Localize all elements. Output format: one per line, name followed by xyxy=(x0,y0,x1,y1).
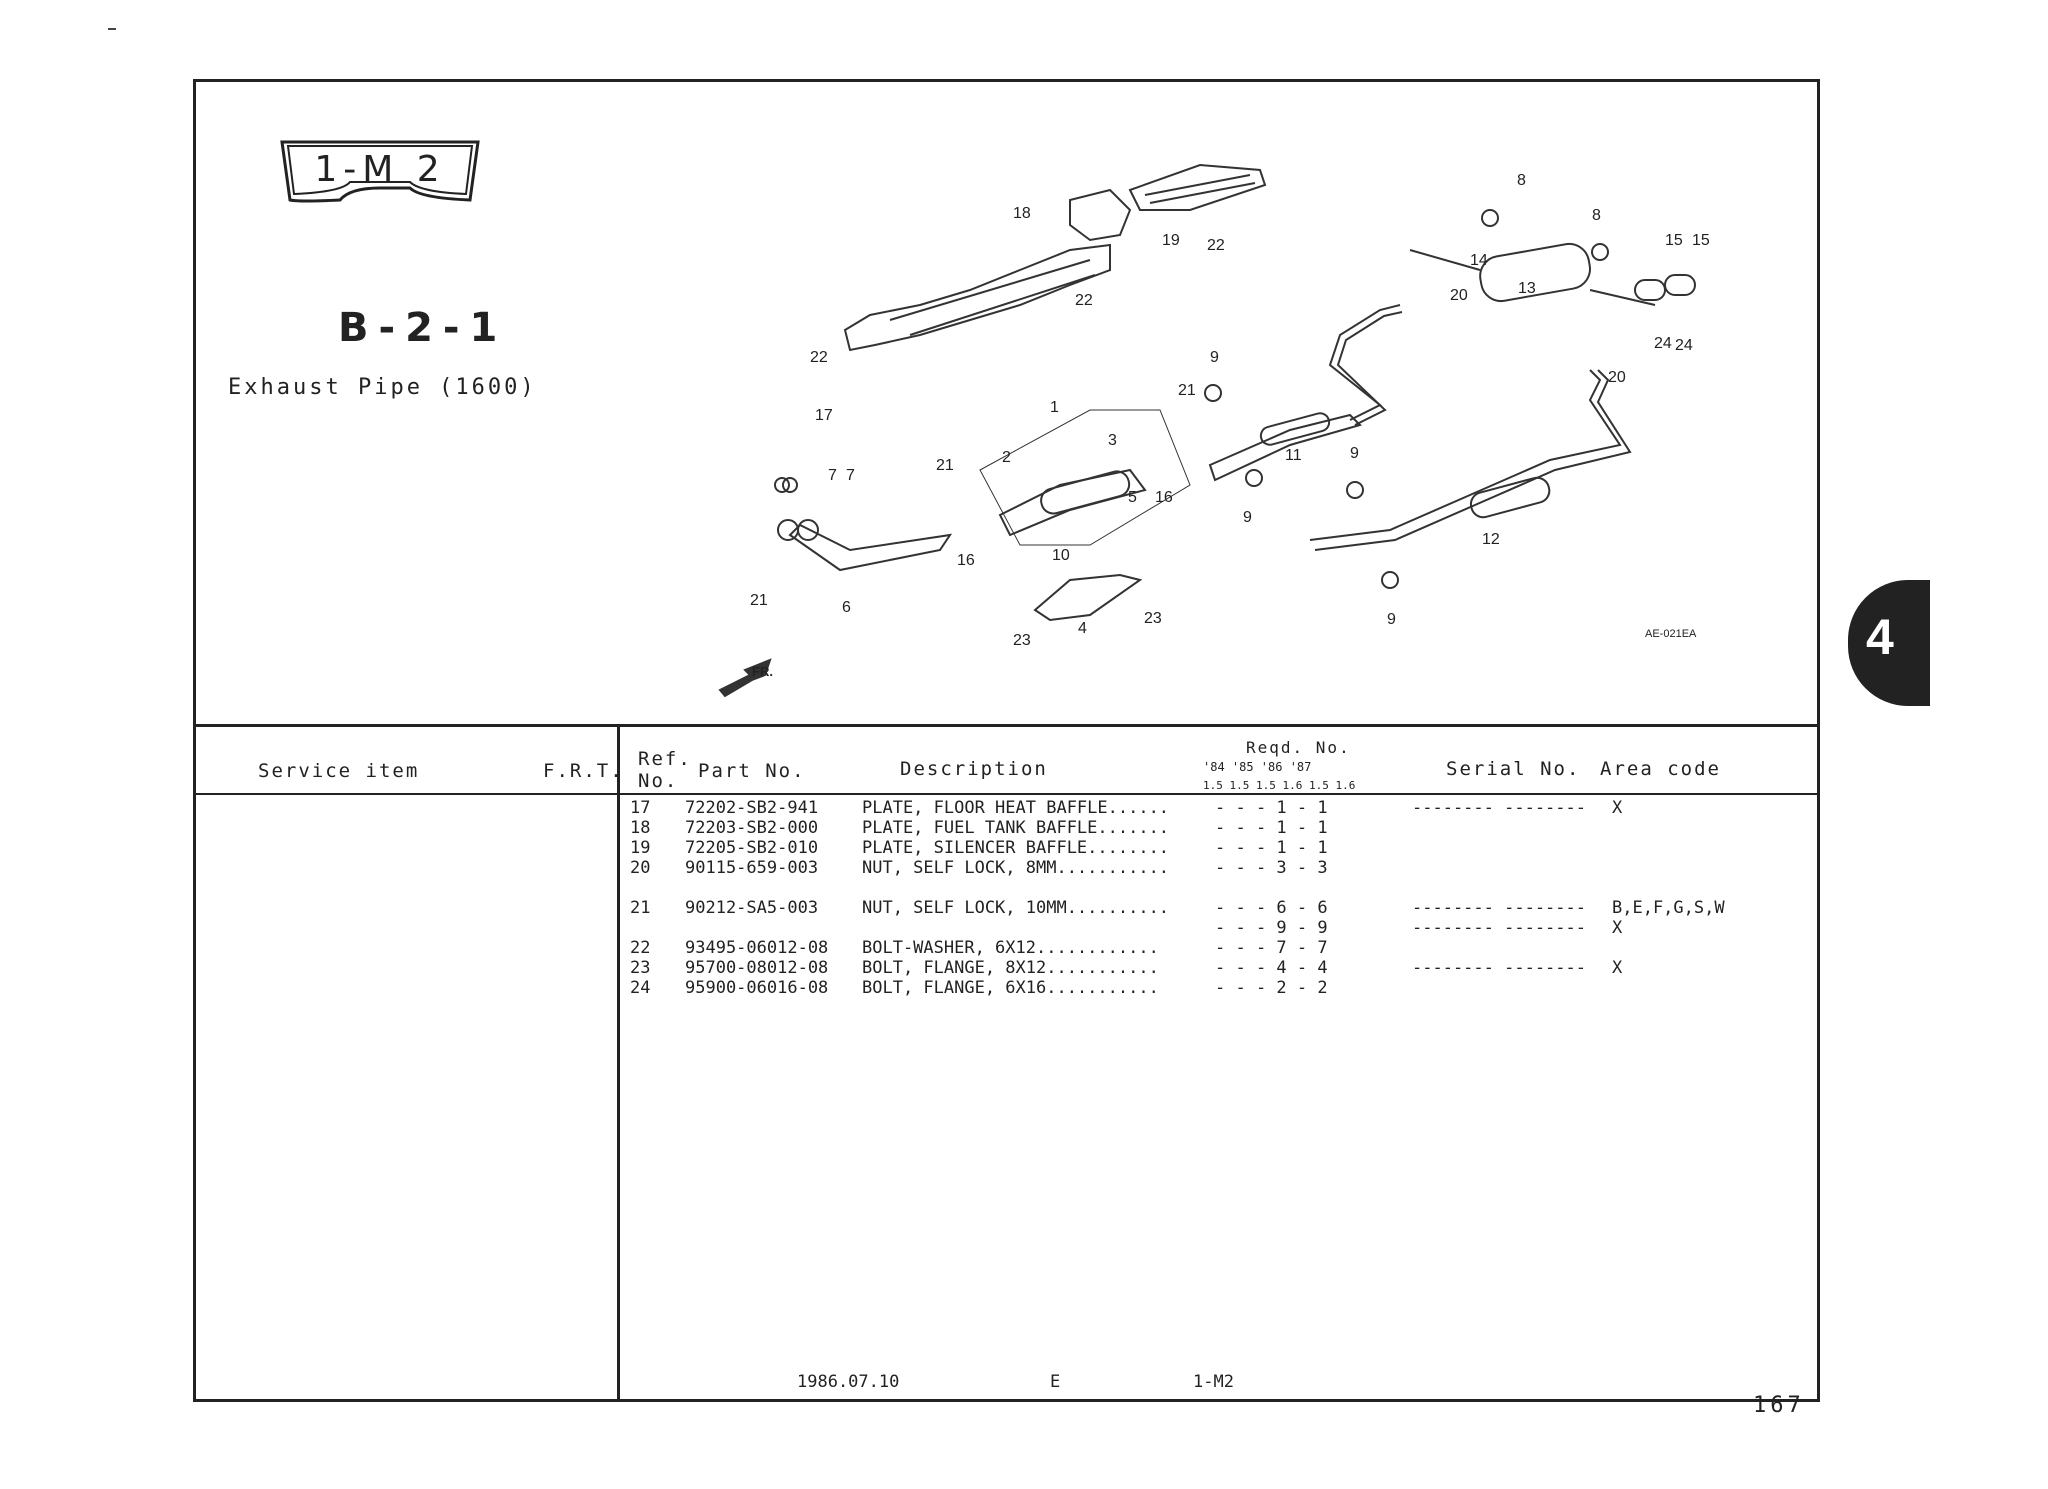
cell-serial: -------- -------- xyxy=(1412,958,1586,978)
cell-area: X xyxy=(1612,918,1623,938)
cell-qty: - - - 1 - 1 xyxy=(1215,838,1328,858)
cell-serial: -------- -------- xyxy=(1412,798,1586,818)
svg-text:8: 8 xyxy=(1517,172,1526,189)
svg-text:6: 6 xyxy=(842,599,851,616)
model-badge xyxy=(280,140,480,212)
svg-text:11: 11 xyxy=(1285,447,1302,464)
cell-qty: - - - 3 - 3 xyxy=(1215,858,1328,878)
badge-label: 1-M 2 xyxy=(314,149,446,190)
exhaust-diagram xyxy=(690,140,1720,700)
section-code: B-2-1 xyxy=(338,305,508,351)
cell-desc: PLATE, FLOOR HEAT BAFFLE...... xyxy=(862,798,1170,818)
svg-text:22: 22 xyxy=(1207,237,1225,254)
svg-text:21: 21 xyxy=(1178,382,1196,399)
header-frt: F.R.T. xyxy=(543,760,624,782)
cell-ref: 24 xyxy=(630,978,651,998)
tailpipe xyxy=(1635,280,1665,300)
cell-desc: BOLT-WASHER, 6X12............ xyxy=(862,938,1159,958)
cell-qty: - - - 1 - 1 xyxy=(1215,818,1328,838)
svg-text:9: 9 xyxy=(1387,611,1396,628)
floor-heat-baffle xyxy=(845,245,1110,350)
header-service-item: Service item xyxy=(258,760,420,782)
svg-text:12: 12 xyxy=(1482,531,1500,548)
cell-serial: -------- -------- xyxy=(1412,918,1586,938)
svg-text:24: 24 xyxy=(1654,335,1672,352)
cell-desc: PLATE, SILENCER BAFFLE........ xyxy=(862,838,1170,858)
svg-text:8: 8 xyxy=(1592,207,1601,224)
svg-text:15: 15 xyxy=(1692,232,1710,249)
column-divider xyxy=(617,726,620,1399)
cell-part: 90115-659-003 xyxy=(685,858,819,878)
cell-ref: 21 xyxy=(630,898,651,918)
cell-qty: - - - 9 - 9 xyxy=(1215,918,1328,938)
cell-ref: 17 xyxy=(630,798,651,818)
cell-area: B,E,F,G,S,W xyxy=(1612,898,1725,918)
svg-text:9: 9 xyxy=(1210,349,1219,366)
svg-text:14: 14 xyxy=(1470,252,1488,269)
diagram-code: AE-021EA xyxy=(1645,628,1697,640)
cell-qty: - - - 2 - 2 xyxy=(1215,978,1328,998)
cell-desc: BOLT, FLANGE, 6X16........... xyxy=(862,978,1159,998)
cell-serial: -------- -------- xyxy=(1412,898,1586,918)
svg-text:21: 21 xyxy=(936,457,954,474)
svg-text:16: 16 xyxy=(957,552,975,569)
cell-part: 72205-SB2-010 xyxy=(685,838,819,858)
cell-desc: NUT, SELF LOCK, 8MM........... xyxy=(862,858,1170,878)
cell-qty: - - - 1 - 1 xyxy=(1215,798,1328,818)
svg-text:19: 19 xyxy=(1162,232,1180,249)
header-engines: 1.5 1.5 1.5 1.6 1.5 1.6 xyxy=(1203,779,1356,792)
cell-ref: 23 xyxy=(630,958,651,978)
svg-text:21: 21 xyxy=(750,592,768,609)
cell-area: X xyxy=(1612,958,1623,978)
cell-ref: 19 xyxy=(630,838,651,858)
footer-model: 1-M2 xyxy=(1193,1372,1234,1392)
cell-part: 95900-06016-08 xyxy=(685,978,829,998)
cell-ref: 18 xyxy=(630,818,651,838)
header-ref-no-2: No. xyxy=(638,770,679,792)
front-label: FR. xyxy=(752,664,773,679)
footer-code: E xyxy=(1050,1372,1061,1392)
cell-part: 93495-06012-08 xyxy=(685,938,829,958)
cell-desc: BOLT, FLANGE, 8X12........... xyxy=(862,958,1159,978)
svg-text:7: 7 xyxy=(846,467,855,484)
cell-ref: 22 xyxy=(630,938,651,958)
page-number: 167 xyxy=(1753,1393,1805,1418)
cell-part: 72203-SB2-000 xyxy=(685,818,819,838)
page-title: Exhaust Pipe (1600) xyxy=(228,375,537,400)
cell-part: 90212-SA5-003 xyxy=(685,898,819,918)
svg-text:23: 23 xyxy=(1144,610,1162,627)
header-area-code: Area code xyxy=(1600,758,1721,780)
svg-text:18: 18 xyxy=(1013,205,1031,222)
cell-qty: - - - 7 - 7 xyxy=(1215,938,1328,958)
header-part-no: Part No. xyxy=(698,760,806,782)
cell-desc: NUT, SELF LOCK, 10MM.......... xyxy=(862,898,1170,918)
svg-text:24: 24 xyxy=(1675,337,1693,354)
cell-area: X xyxy=(1612,798,1623,818)
fuel-tank-baffle xyxy=(1070,190,1130,240)
svg-text:9: 9 xyxy=(1350,445,1359,462)
header-bottom-rule xyxy=(196,793,1817,795)
svg-text:2: 2 xyxy=(1002,449,1011,466)
heat-shield xyxy=(1035,575,1140,620)
header-years: '84 '85 '86 '87 xyxy=(1203,760,1312,774)
svg-text:17: 17 xyxy=(815,407,833,424)
header-serial-no: Serial No. xyxy=(1446,758,1581,780)
svg-text:7: 7 xyxy=(828,467,837,484)
svg-text:1: 1 xyxy=(1050,399,1059,416)
footer-date: 1986.07.10 xyxy=(797,1372,900,1392)
svg-text:3: 3 xyxy=(1108,432,1117,449)
svg-text:16: 16 xyxy=(1155,489,1173,506)
front-exhaust-pipe xyxy=(790,525,950,570)
svg-text:13: 13 xyxy=(1518,280,1536,297)
cell-part: 72202-SB2-941 xyxy=(685,798,819,818)
cell-qty: - - - 4 - 4 xyxy=(1215,958,1328,978)
svg-text:4: 4 xyxy=(1078,620,1087,637)
cell-desc: PLATE, FUEL TANK BAFFLE....... xyxy=(862,818,1170,838)
cell-qty: - - - 6 - 6 xyxy=(1215,898,1328,918)
svg-text:22: 22 xyxy=(810,349,828,366)
hanger-rubber xyxy=(1205,385,1221,401)
header-ref-no-1: Ref. xyxy=(638,748,692,770)
svg-text:20: 20 xyxy=(1450,287,1468,304)
svg-text:23: 23 xyxy=(1013,632,1031,649)
cell-ref: 20 xyxy=(630,858,651,878)
svg-text:9: 9 xyxy=(1243,509,1252,526)
svg-text:22: 22 xyxy=(1075,292,1093,309)
svg-text:15: 15 xyxy=(1665,232,1683,249)
chapter-number: 4 xyxy=(1866,609,1894,665)
header-description: Description xyxy=(900,758,1048,780)
cell-part: 95700-08012-08 xyxy=(685,958,829,978)
svg-text:10: 10 xyxy=(1052,547,1070,564)
svg-text:5: 5 xyxy=(1128,489,1137,506)
header-reqd-no: Reqd. No. xyxy=(1246,738,1351,757)
scan-mark xyxy=(108,28,116,30)
chapter-tab[interactable] xyxy=(1848,580,1930,706)
table-top-rule xyxy=(196,724,1817,727)
svg-text:20: 20 xyxy=(1608,369,1626,386)
